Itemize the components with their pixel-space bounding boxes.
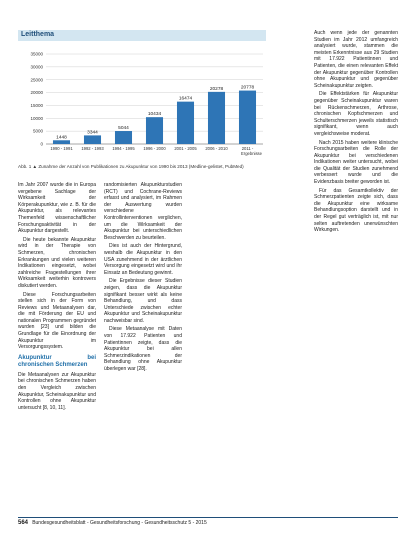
x-tick-label: 2006 - 2010	[205, 146, 228, 151]
paragraph: Die Ergebnisse dieser Studien zeigen, dass die Akupunktur signifikant besser wirkt als keine Behandlung, und dass Unterschiede zwischen echter Akupunktur und Scheinakupunktur nachweisbar sind.	[104, 278, 182, 324]
footer-rule	[18, 517, 398, 518]
x-tick-label: 1994 - 1995	[112, 146, 135, 151]
paragraph: Nach 2015 haben weitere klinische Forschungsarbeiten die Rolle der Akupunktur bei verschiedenen Indikationen weiter untersucht, wobei die Qualität der Studien zunehmend verbessert wurde und die Evidenzbasis breiter geworden ist.	[314, 139, 398, 186]
figure-caption: Abb. 1 ▲ Zunahme der Anzahl von Publikationen zu Akupunktur von 1990 bis 2013 (Medline-gelistet, PubMed)	[18, 164, 244, 169]
bar-data-label: 20778	[240, 85, 255, 91]
text-column-3	[190, 30, 398, 236]
journal-name: Bundesgesundheitsblatt - Gesundheitsforschung - Gesundheitsschutz 5 - 2015	[32, 520, 207, 526]
x-tick-label: 2001 - 2005	[174, 146, 197, 151]
y-tick-label: 30000	[30, 64, 43, 70]
bar	[84, 135, 101, 144]
bar-data-label: 10434	[147, 112, 162, 118]
x-tick-label-suffix: Ergebnisse	[241, 151, 262, 156]
x-tick-label: 2011 -	[241, 146, 254, 151]
y-tick-label: 35000	[30, 51, 43, 57]
x-tick-label: 1996 - 2000	[143, 146, 166, 151]
x-tick-label: 1990 - 1991	[50, 146, 73, 151]
page-number: 564	[18, 520, 29, 526]
bar-data-label: 1448	[56, 135, 67, 141]
page-footer	[18, 520, 398, 530]
text-column-1	[18, 182, 96, 413]
bar-data-label: 5044	[118, 126, 129, 132]
section-heading: Akupunktur bei chronischen Schmerzen	[18, 354, 96, 368]
text-column-2	[104, 182, 182, 375]
x-tick-label: 1992 - 1993	[81, 146, 104, 151]
y-tick-label: 0	[40, 141, 43, 147]
bar	[146, 117, 163, 144]
paragraph: Die Effektstärken für Akupunktur gegenüber Scheinakupunktur waren bei Rückenschmerzen, Arthrose, chronischen Kopfschmerzen und Schulterschmerzen jeweils statistisch signifikant, wenn auch vergleichsweise moderat.	[314, 91, 398, 137]
paragraph: Für das Gesamtkollektiv der Schmerzpatienten zeigte sich, dass die Akupunktur eine wirksame Behandlungsoption darstellt und in der Regel gut verträglich ist, mit nur selten auftretenden unerwünschten Wirkungen.	[314, 187, 398, 234]
bar	[115, 131, 132, 144]
banner-label: Leitthema	[21, 31, 55, 38]
y-tick-label: 25000	[30, 77, 43, 83]
paragraph: Die Metaanalysen zur Akupunktur bei chronischen Schmerzen haben den Vergleich zwischen Akupunktur, Scheinakupunktur und Kontrollen ohne Akupunktur untersucht [8, 10, 11].	[18, 371, 96, 411]
paragraph: Diese Metaanalyse mit Daten von 17.922 Patienten und Patientinnen zeigte, dass die Akupunktur bei allen Schmerzindikationen der Behandlung ohne Akupunktur überlegen war [28].	[104, 326, 182, 373]
paragraph: Auch wenn jede der genannten Studien im Jahr 2012 umfangreich analysiert wurde, stammen die meisten Erkenntnisse aus 29 Studien mit 17.922 Patientinnen und Patienten, die einen relevanten Effekt der Akupunktur gegenüber Kontrollen ohne Akupunktur und gegenüber Scheinakupunktur zeigten.	[314, 30, 398, 89]
y-tick-label: 10000	[30, 115, 43, 121]
bar-data-label: 3344	[87, 130, 98, 136]
paragraph: Dies ist auch der Hintergrund, weshalb die Akupunktur in den USA zunehmend in der ärztlichen Versorgung eingesetzt wird und ihr Einsatz an Bedeutung gewinnt.	[104, 243, 182, 276]
y-tick-label: 15000	[30, 103, 43, 109]
paragraph: randomisierten Akupunkturstudien (RCT) und Cochrane-Reviews erfasst und analysiert, im Rahmen der Auswertung wurden verschiedene Kontrollinterventionen verglichen, um die Wirksamkeit der Akupunktur bei unterschiedlichen Beschwerden zu beurteilen.	[104, 182, 182, 241]
bar-data-label: 16474	[178, 96, 193, 102]
y-tick-label: 5000	[32, 128, 43, 134]
paragraph: Diese Forschungsarbeiten stellen sich in der Form von Reviews und Metaanalysen dar, die mit Förderung der EU und nationalen Programmen gegründet wurden [23] und bilden die Grundlage für die Einordnung der Akupunktur im Versorgungssystem.	[18, 291, 96, 351]
paragraph: Im Jahr 2007 wurde die in Europa vergebene Sachlage der Wirksamkeit der Körperakupunktur, wie z. B. für die Akupunktur, als relevantes Themenfeld wissenschaftlicher Forschungsaktivität in der Akupunktur dargestellt.	[18, 182, 96, 235]
paragraph: Die heute bekannte Akupunktur wird in der Therapie von Schmerzen, chronischen Erkrankungen und vielen weiteren Indikationen eingesetzt, wobei zahlreiche Fragestellungen ihrer Wirksamkeit weiterhin kontrovers diskutiert werden.	[18, 236, 96, 289]
bar	[53, 140, 70, 144]
bar-data-label: 20278	[209, 86, 224, 92]
y-tick-label: 20000	[30, 90, 43, 96]
